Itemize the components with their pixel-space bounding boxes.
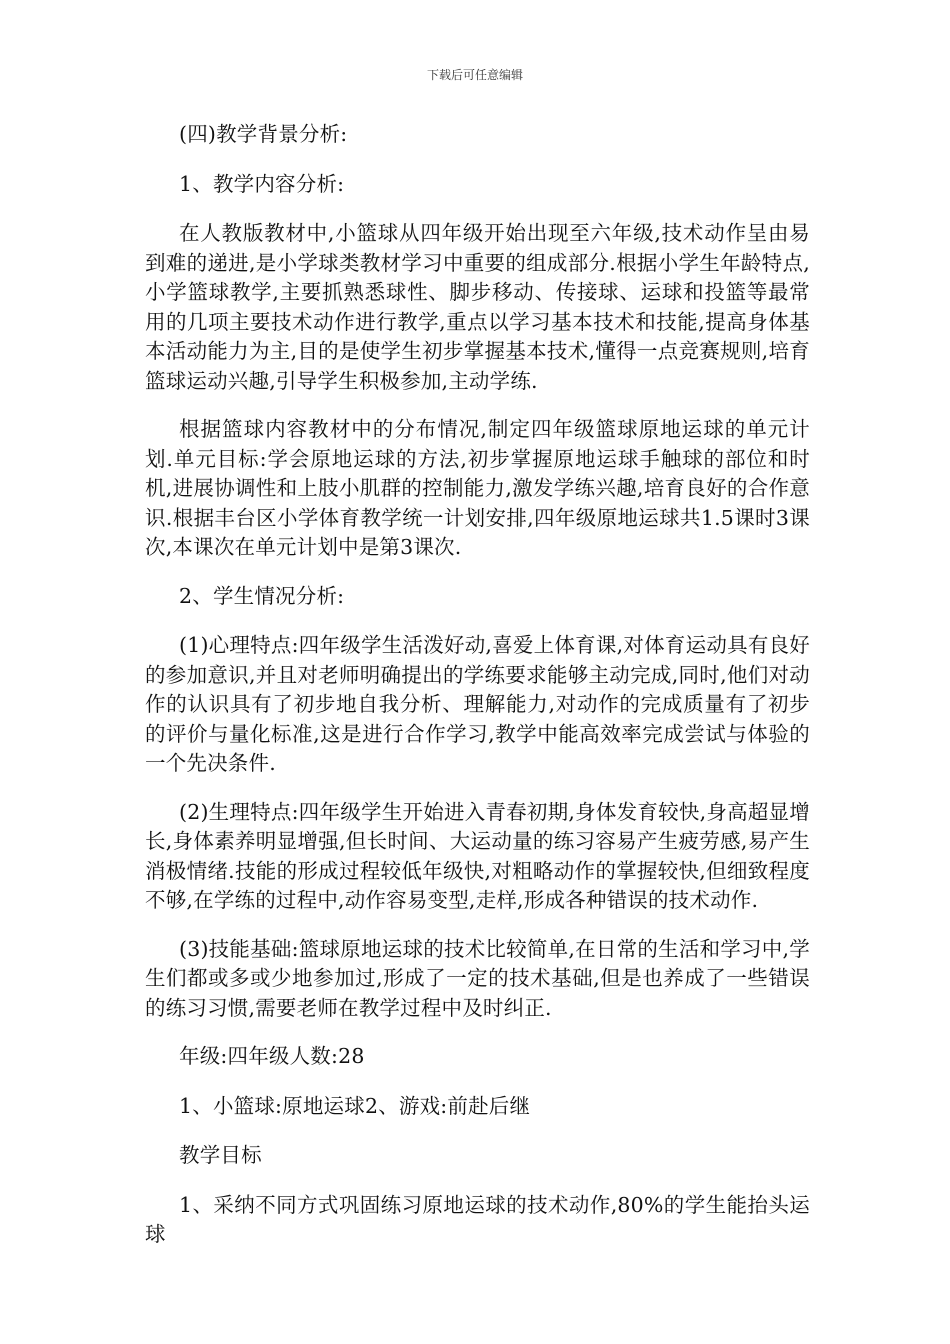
- grade-and-count: 年级:四年级人数:28: [179, 1044, 365, 1068]
- paragraph-skill-basis: (3)技能基础:篮球原地运球的技术比较简单,在日常的生活和学习中,学生们都或多或少地参加过,形成了一定的技术基础,但是也养成了一些错误的练习习惯,需要老师在教学过程中及时纠正.: [145, 936, 810, 1020]
- paragraph-textbook-analysis: 在人教版教材中,小篮球从四年级开始出现至六年级,技术动作呈由易到难的递进,是小学球类教材学习中重要的组成部分.根据小学生年龄特点,小学篮球教学,主要抓熟悉球性、脚步移动、传接球、运球和投篮等最常用的几项主要技术动作进行教学,重点以学习基本技术和技能,提高身体基本活动能力为主,目的是使学生初步掌握基本技术,懂得一点竞赛规则,培育篮球运动兴趣,引导学生积极参加,主动学练.: [145, 221, 810, 393]
- teaching-goal-1: 1、采纳不同方式巩固练习原地运球的技术动作,80%的学生能抬头运球: [145, 1192, 810, 1246]
- subheading-student-analysis: 2、学生情况分析:: [179, 583, 345, 608]
- paragraph-psychology: (1)心理特点:四年级学生活泼好动,喜爱上体育课,对体育运动具有良好的参加意识,并且对老师明确提出的学练要求能够主动完成,同时,他们对动作的认识具有了初步地自我分析、理解能力,对动作的完成质量有了初步的评价与量化标准,这是进行合作学习,教学中能高效率完成尝试与体验的一个先决条件.: [145, 633, 810, 775]
- paragraph-physiology: (2)生理特点:四年级学生开始进入青春初期,身体发育较快,身高超显增长,身体素养明显增强,但长时间、大运动量的练习容易产生疲劳感,易产生消极情绪.技能的形成过程较低年级快,对粗略动作的掌握较快,但细致程度不够,在学练的过程中,动作容易变型,走样,形成各种错误的技术动作.: [145, 799, 810, 912]
- paragraph-unit-plan: 根据篮球内容教材中的分布情况,制定四年级篮球原地运球的单元计划.单元目标:学会原地运球的方法,初步掌握原地运球手触球的部位和时机,进展协调性和上肢小肌群的控制能力,激发学练兴趣,培育良好的合作意识.根据丰台区小学体育教学统一计划安排,四年级原地运球共1.5课时3课次,本课次在单元计划中是第3课次.: [145, 417, 810, 559]
- lesson-content: 1、小篮球:原地运球2、游戏:前赴后继: [179, 1093, 531, 1118]
- header-note: 下载后可任意编辑: [426, 68, 523, 82]
- document-body: [145, 120, 810, 1269]
- section-heading-background: (四)教学背景分析:: [179, 122, 348, 146]
- subheading-content-analysis: 1、教学内容分析:: [179, 171, 345, 196]
- teaching-goals-heading: 教学目标: [179, 1143, 262, 1167]
